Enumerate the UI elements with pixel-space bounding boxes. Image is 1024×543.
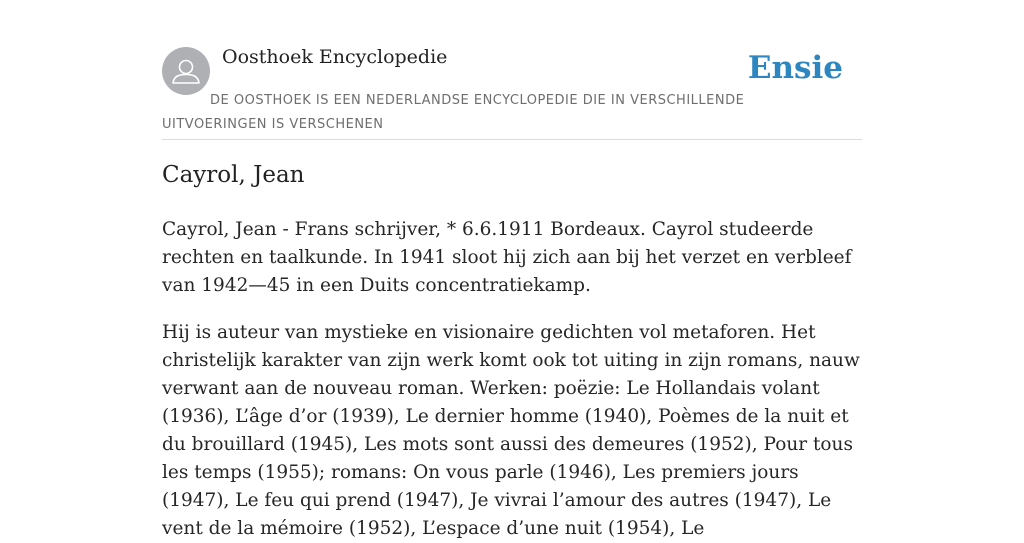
user-silhouette-icon: [162, 47, 210, 95]
brand-logo[interactable]: Ensie: [747, 50, 843, 86]
page-header: [162, 0, 862, 140]
user-avatar-icon[interactable]: [162, 47, 210, 95]
page-container: [162, 0, 862, 539]
source-tagline: DE OOSTHOEK IS EEN NEDERLANDSE ENCYCLOPEDIE DIE IN VERSCHILLENDE UITVOERINGEN IS VERSCHENEN: [162, 93, 745, 132]
article-paragraph: Hij is auteur van mystieke en visionaire gedichten vol metaforen. Het christelijk karakter van zijn werk komt ook tot uiting in zijn romans, nauw verwant aan de nouveau roman. Werken: poëzie: Le Hollandais volant (1936), L’âge d’or (1939), Le dernier homme (1940), Poèmes de la nuit et du brouillard (1945), Les mots sont aussi des demeures (1952), Pour tous les temps (1955); romans: On vous parle (1946), Les premiers jours (1947), Le feu qui prend (1947), Je vivrai l’amour des autres (1947), Le vent de la mémoire (1952), L’espace d’une nuit (1954), Le: [162, 322, 860, 539]
article-title: Cayrol, Jean: [162, 162, 305, 188]
article-paragraph: Cayrol, Jean - Frans schrijver, * 6.6.1911 Bordeaux. Cayrol studeerde rechten en taalkunde. In 1941 sloot hij zich aan bij het verzet en verbleef van 1942—45 in een Duits concentratiekamp.: [162, 219, 852, 296]
source-title[interactable]: Oosthoek Encyclopedie: [222, 46, 448, 68]
